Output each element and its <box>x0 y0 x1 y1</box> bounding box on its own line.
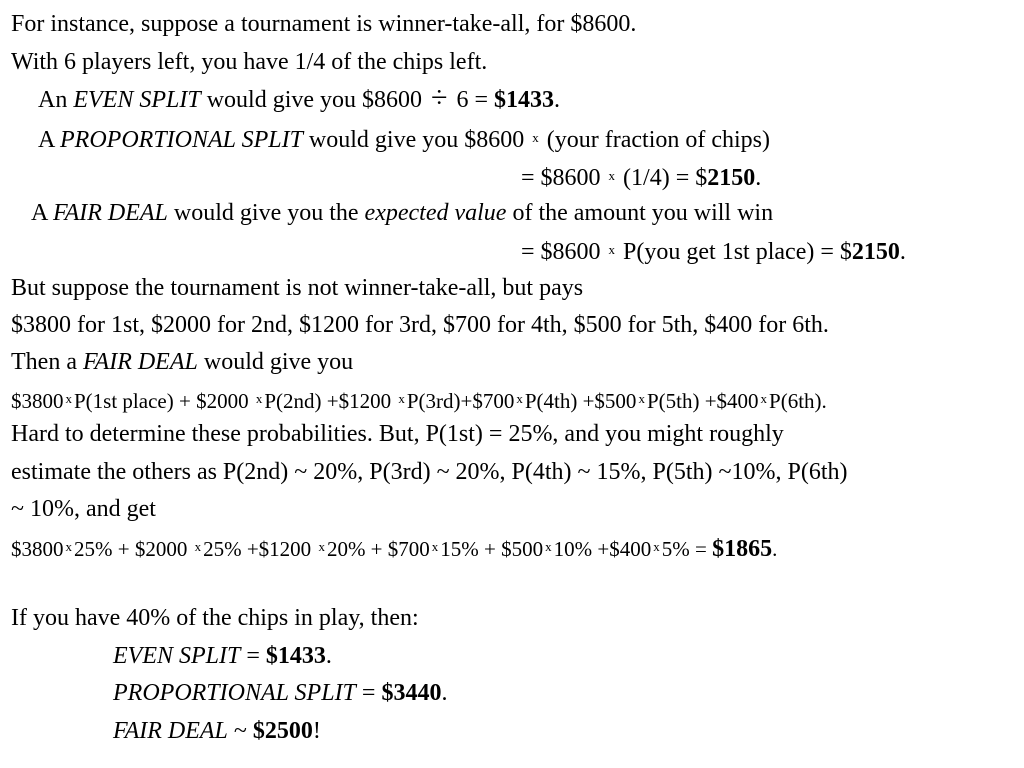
forty-even-value: $1433 <box>265 643 326 669</box>
times-icon: x <box>65 539 72 554</box>
calc-t5: 15% + $500 <box>440 537 544 561</box>
times-icon: x <box>65 391 72 406</box>
forty-proportional-split <box>113 679 447 707</box>
times-icon: x <box>398 391 405 406</box>
even-split-result: $1433 <box>494 87 555 113</box>
forty-even-split <box>113 642 332 670</box>
fair-deal-result: 2150 <box>851 239 900 265</box>
estimate-line-2: estimate the others as P(2nd) ~ 20%, P(3rd) ~ 20%, P(4th) ~ 15%, P(5th) ~10%, P(6th) <box>11 459 848 485</box>
expected-value-term: expected value <box>364 200 507 226</box>
proportional-split-calc <box>521 162 761 192</box>
calc-t1: $3800 <box>11 537 64 561</box>
formula-t1: $3800 <box>11 389 64 413</box>
fair-calc-b: P(you get 1st place) = $ <box>623 239 852 265</box>
calc-t6: 10% +$400 <box>553 537 652 561</box>
fair-calc-a: = $8600 <box>521 239 601 265</box>
payout-then: Then a <box>11 349 83 375</box>
even-prefix: An <box>38 87 74 113</box>
forty-fair-deal <box>113 717 321 745</box>
even-split-term: EVEN SPLIT <box>113 643 241 669</box>
even-rest: 6 = <box>450 87 495 113</box>
times-icon: x <box>653 539 660 554</box>
forty-prop-value: $3440 <box>381 680 442 706</box>
formula-t6: P(5th) +$400 <box>646 389 759 413</box>
proportional-split-result: 2150 <box>707 165 756 191</box>
calc-t2: 25% + $2000 <box>74 537 188 561</box>
fair-deal-line <box>31 199 773 227</box>
formula-t5: P(4th) +$500 <box>524 389 637 413</box>
even-split-term: EVEN SPLIT <box>73 87 201 113</box>
even-end: . <box>554 87 561 113</box>
forty-prop-eq: = <box>355 680 382 706</box>
times-icon: x <box>608 242 616 257</box>
proportional-split-term: PROPORTIONAL SPLIT <box>60 127 303 153</box>
fair-calc-end: . <box>899 239 906 265</box>
fair-prefix: A <box>31 200 54 226</box>
calc-t3: 25% +$1200 <box>203 537 312 561</box>
even-mid: would give you $8600 <box>200 87 429 113</box>
fair-deal-term: FAIR DEAL <box>53 200 168 226</box>
even-split-line <box>38 81 561 114</box>
times-icon: x <box>608 168 616 183</box>
forty-prop-end: . <box>441 680 448 706</box>
fair-deal-formula <box>11 385 827 415</box>
formula-t3: P(2nd) +$1200 <box>264 389 392 413</box>
times-icon: x <box>516 391 523 406</box>
times-icon: x <box>255 391 263 406</box>
fair-deal-term: FAIR DEAL <box>82 349 198 375</box>
calc-t7: 5% = <box>661 537 713 561</box>
forty-fair-value: $2500 <box>252 718 313 744</box>
payout-line-2: $3800 for 1st, $2000 for 2nd, $1200 for 3rd, $700 for 4th, $500 for 5th, $400 for 6th. <box>11 312 829 338</box>
prop-calc-a: = $8600 <box>521 165 601 191</box>
prop-prefix: A <box>38 127 61 153</box>
times-icon: x <box>638 391 645 406</box>
prop-calc-b: (1/4) = $ <box>623 165 708 191</box>
formula-t7: P(6th). <box>769 389 827 413</box>
estimate-line-3: ~ 10%, and get <box>11 496 156 522</box>
prop-rest: (your fraction of chips) <box>546 127 771 153</box>
times-icon: x <box>194 539 202 554</box>
fair-rest: of the amount you will win <box>506 200 774 226</box>
forty-even-eq: = <box>240 643 266 669</box>
fair-mid: would give you the <box>167 200 365 226</box>
forty-fair-eq: ~ <box>227 718 253 744</box>
estimate-line-1: Hard to determine these probabilities. But, P(1st) = 25%, and you might roughly <box>11 421 784 447</box>
payout-line-1: But suppose the tournament is not winner-take-all, but pays <box>11 275 584 301</box>
forty-fair-end: ! <box>312 718 321 744</box>
prop-mid: would give you $8600 <box>302 127 525 153</box>
proportional-split-line <box>38 124 770 154</box>
calc-end: . <box>772 537 778 561</box>
times-icon: x <box>318 539 325 554</box>
payout-line-3 <box>11 348 353 376</box>
calc-t4: 20% + $700 <box>326 537 430 561</box>
fair-deal-calc <box>521 236 906 266</box>
payout-rest: would give you <box>197 349 354 375</box>
times-icon: x <box>532 130 539 145</box>
fair-deal-calculation <box>11 533 777 563</box>
fair-deal-total: $1865 <box>712 536 773 562</box>
intro-line-1: For instance, suppose a tournament is winner-take-all, for $8600. <box>11 11 637 37</box>
times-icon: x <box>760 391 768 406</box>
formula-t2: P(1st place) + $2000 <box>74 389 249 413</box>
proportional-split-term: PROPORTIONAL SPLIT <box>113 680 356 706</box>
forty-even-end: . <box>325 643 332 669</box>
intro-line-2: With 6 players left, you have 1/4 of the chips left. <box>11 49 488 75</box>
divide-icon: ÷ <box>431 81 448 114</box>
times-icon: x <box>545 539 552 554</box>
forty-percent-intro: If you have 40% of the chips in play, then: <box>11 605 419 631</box>
fair-deal-term: FAIR DEAL <box>113 718 228 744</box>
times-icon: x <box>431 539 439 554</box>
prop-calc-end: . <box>755 165 762 191</box>
formula-t4: P(3rd)+$700 <box>406 389 515 413</box>
